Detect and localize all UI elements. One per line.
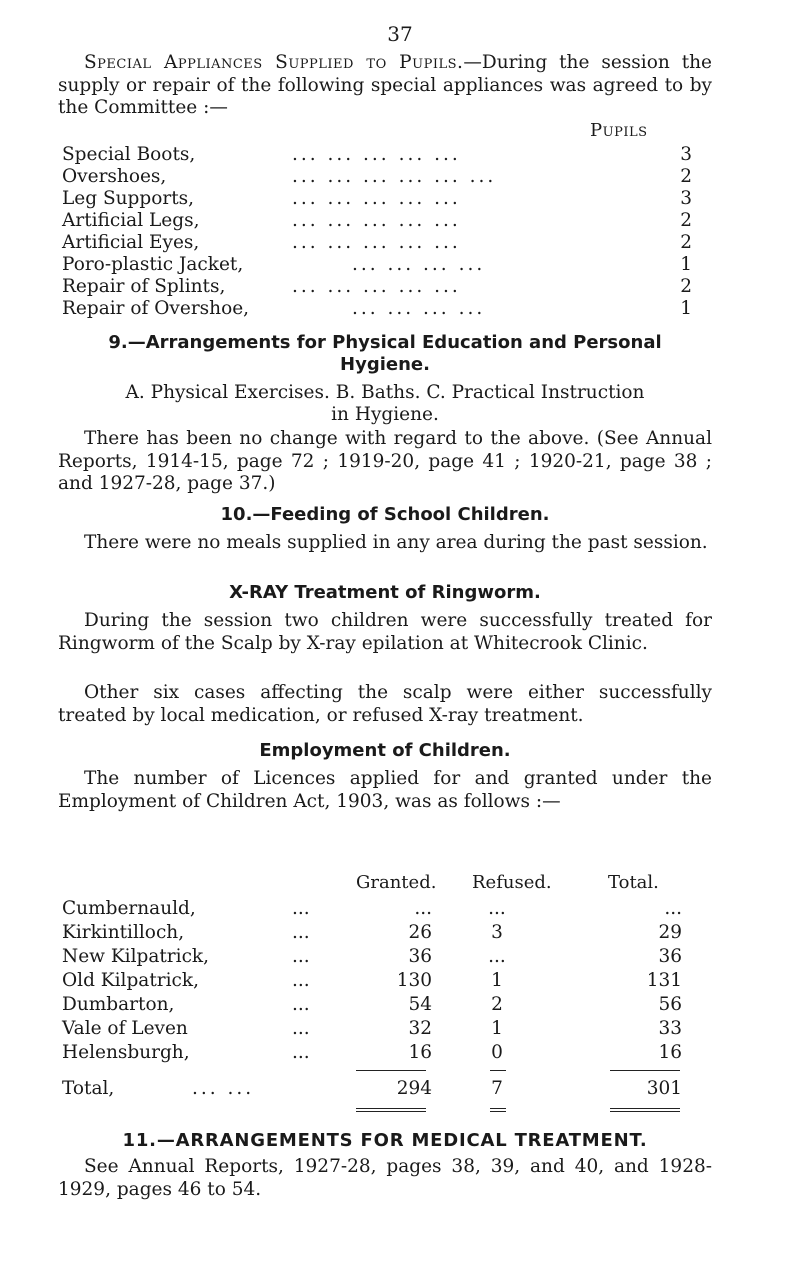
table-total-row: Total, ... ... 294 7 301 (62, 1078, 682, 1099)
column-header-total: Total. (608, 872, 659, 893)
special-appliances-intro (58, 52, 712, 120)
table-row: Helensburgh, ... 16 0 16 (62, 1042, 682, 1063)
section-9-subline-2: in Hygiene. (331, 404, 439, 425)
column-header-granted: Granted. (356, 872, 437, 893)
appliance-row: Repair of Splints, ... ... ... ... ... 2 (62, 276, 692, 297)
xray-body-2: Other six cases affecting the scalp were either successfully treated by local medication, or refused X-ray treatment. (58, 682, 712, 726)
table-row: Dumbarton, ... 54 2 56 (62, 994, 682, 1015)
section-11-heading: 11.—ARRANGEMENTS FOR MEDICAL TREATMENT. (122, 1130, 648, 1151)
appliance-row: Poro-plastic Jacket, ... ... ... ... 1 (62, 254, 692, 275)
special-appliances-intro-text: —During the session the supply or repair of the following special appliances was agreed to by the Committee :— (58, 52, 712, 118)
table-row: Kirkintilloch, ... 26 3 29 (62, 922, 682, 943)
appliance-row: Overshoes, ... ... ... ... ... ... 2 (62, 166, 692, 187)
section-10-body: There were no meals supplied in any area during the past session. (84, 532, 708, 553)
sum-rule-granted (356, 1070, 426, 1071)
appliance-row: Special Boots, ... ... ... ... ... 3 (62, 144, 692, 165)
employment-body: The number of Licences applied for and granted under the Employment of Children Act, 1903, was as follows :— (58, 768, 712, 812)
double-rule-total-2 (610, 1111, 680, 1112)
table-row: Old Kilpatrick, ... 130 1 131 (62, 970, 682, 991)
double-rule-refused-1 (490, 1108, 506, 1109)
section-9-heading-line-2: Hygiene. (340, 354, 430, 375)
column-header-refused: Refused. (472, 872, 552, 893)
appliance-row: Artificial Legs, ... ... ... ... ... 2 (62, 210, 692, 231)
table-row: New Kilpatrick, ... 36 ... 36 (62, 946, 682, 967)
section-9-subline-1: A. Physical Exercises. B. Baths. C. Practical Instruction (125, 382, 645, 403)
sum-rule-total (610, 1070, 680, 1071)
double-rule-total-1 (610, 1108, 680, 1109)
section-9-heading-line-1: 9.—Arrangements for Physical Education and Personal (108, 332, 662, 353)
appliance-row: Artificial Eyes, ... ... ... ... ... 2 (62, 232, 692, 253)
section-10-heading: 10.—Feeding of School Children. (220, 504, 550, 525)
page-number: 37 (387, 22, 413, 46)
pupils-column-header: Pupils (590, 120, 648, 141)
section-9-body: There has been no change with regard to the above. (See Annual Reports, 1914-15, page 72 ; 1919-20, page 41 ; 1920-21, page 38 ; and 1927-28, page 37.) (58, 428, 712, 494)
table-row: Vale of Leven ... 32 1 33 (62, 1018, 682, 1039)
table-row: Cumbernauld, ... ... ... ... (62, 898, 682, 919)
sum-rule-refused (490, 1070, 506, 1071)
double-rule-granted-2 (356, 1111, 426, 1112)
appliance-row: Leg Supports, ... ... ... ... ... 3 (62, 188, 692, 209)
double-rule-granted-1 (356, 1108, 426, 1109)
xray-body-1: During the session two children were successfully treated for Ringworm of the Scalp by X-ray epilation at Whitecrook Clinic. (58, 610, 712, 654)
appliance-row: Repair of Overshoe, ... ... ... ... 1 (62, 298, 692, 319)
employment-heading: Employment of Children. (259, 740, 511, 761)
section-11-body: See Annual Reports, 1927-28, pages 38, 39, and 40, and 1928-1929, pages 46 to 54. (58, 1156, 712, 1200)
special-appliances-lead-title: Special Appliances Supplied to Pupils. (84, 52, 464, 73)
xray-heading: X-RAY Treatment of Ringworm. (229, 582, 541, 603)
double-rule-refused-2 (490, 1111, 506, 1112)
